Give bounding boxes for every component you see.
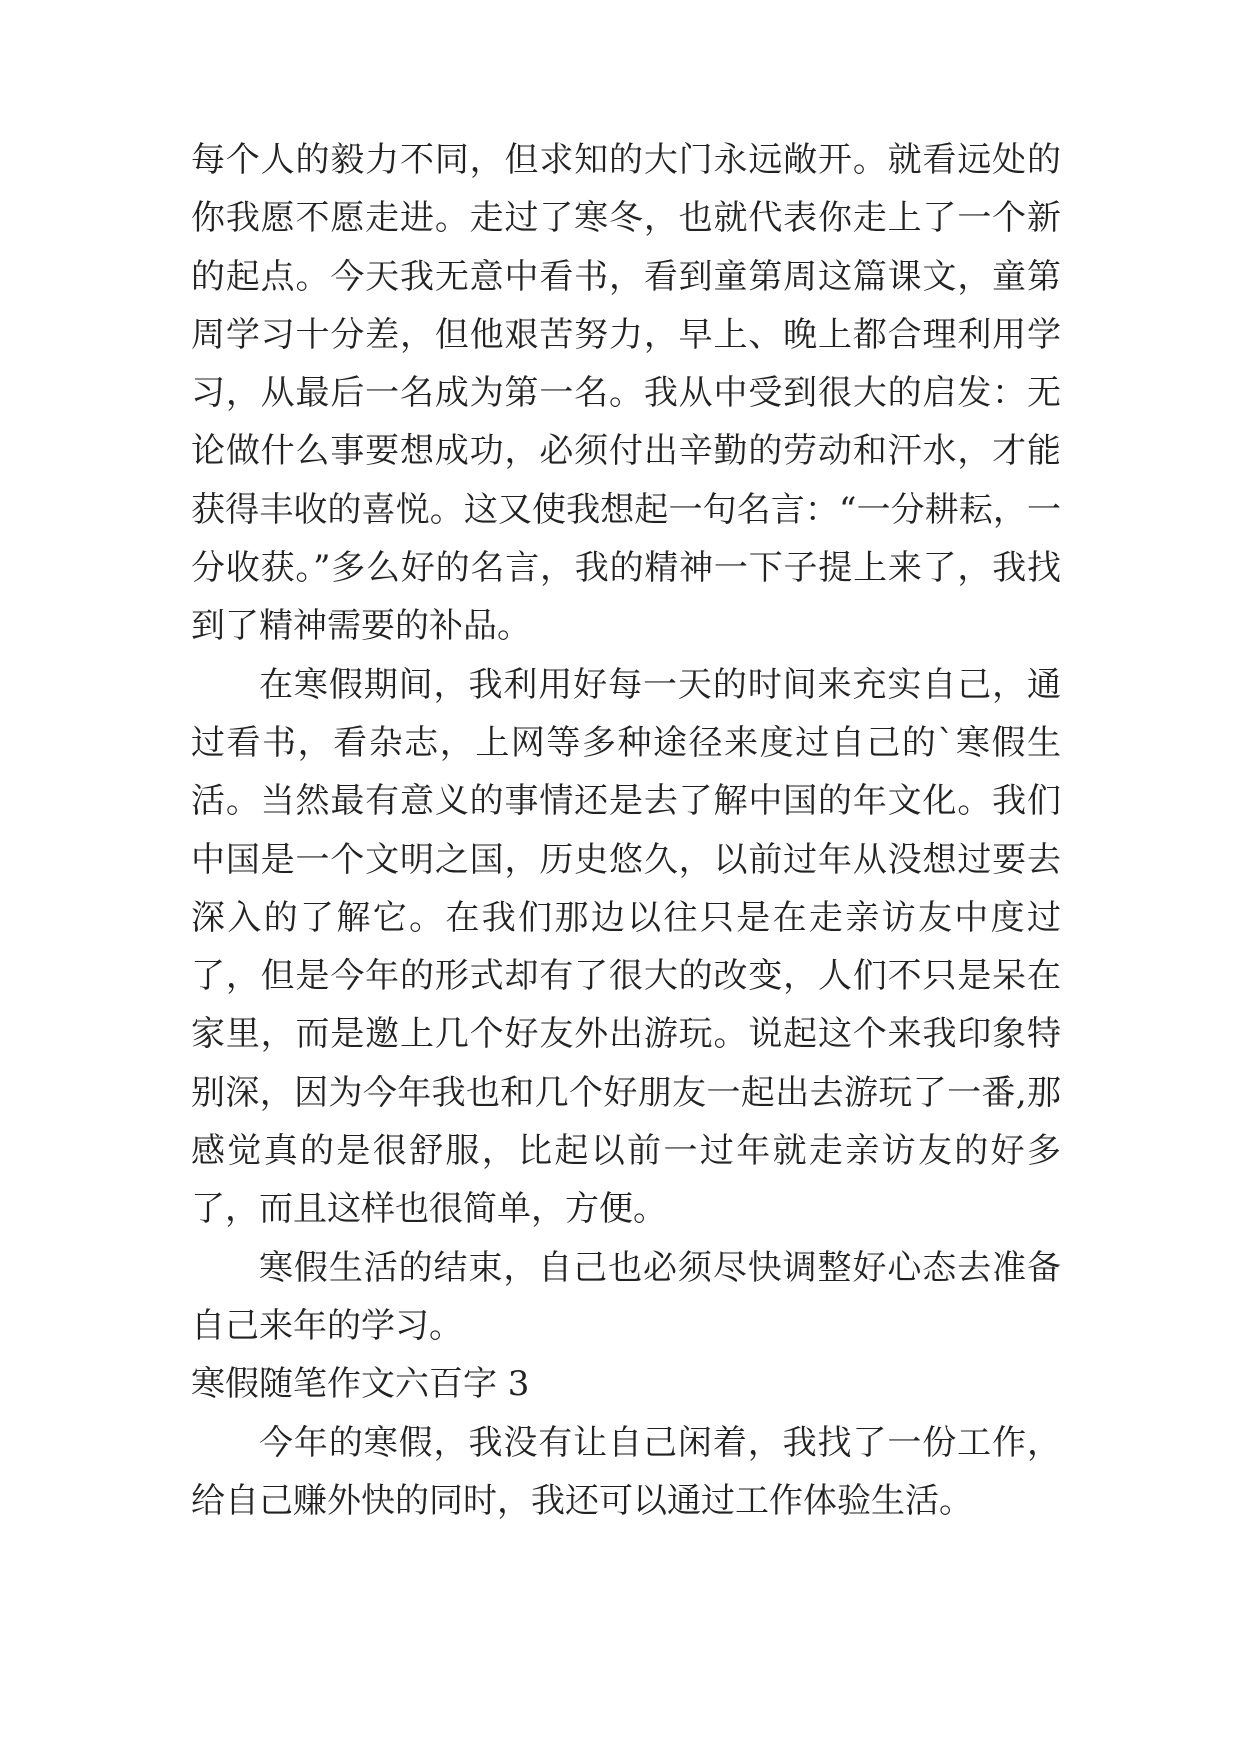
section-heading: 寒假随笔作文六百字 3 (191, 1364, 530, 1405)
paragraph: 寒假生活的结束，自己也必须尽快调整好心态去准备自己来年的学习。 (191, 1247, 1061, 1346)
paragraph: 每个人的毅力不同，但求知的大门永远敞开。就看远处的你我愿不愿走进。走过了寒冬，也就代表你走上了一个新的起点。今天我无意中看书，看到童第周这篇课文，童第周学习十分差，但他艰苦努力，早上、晚上都合理利用学习，从最后一名成为第一名。我从中受到很大的启发：无论做什么事要想成功，必须付出辛勤的劳动和汗水，才能获得丰收的喜悦。这又使我想起一句名言：“一分耕耘，一分收获。”多么好的名言，我的精神一下子提上来了，我找到了精神需要的补品。 (191, 140, 1061, 647)
paragraph: 今年的寒假，我没有让自己闲着，我找了一份工作，给自己赚外快的同时，我还可以通过工作体验生活。 (191, 1422, 1061, 1521)
paragraph: 在寒假期间，我利用好每一天的时间来充实自己，通过看书，看杂志，上网等多种途径来度过自己的`寒假生活。当然最有意义的事情还是去了解中国的年文化。我们中国是一个文明之国，历史悠久，以前过年从没想过要去深入的了解它。在我们那边以往只是在走亲访友中度过了，但是今年的形式却有了很大的改变，人们不只是呆在家里，而是邀上几个好友外出游玩。说起这个来我印象特别深，因为今年我也和几个好朋友一起出去游玩了一番,那感觉真的是很舒服，比起以前一过年就走亲访友的好多了，而且这样也很简单，方便。 (191, 664, 1061, 1230)
document-body (191, 131, 1061, 1530)
